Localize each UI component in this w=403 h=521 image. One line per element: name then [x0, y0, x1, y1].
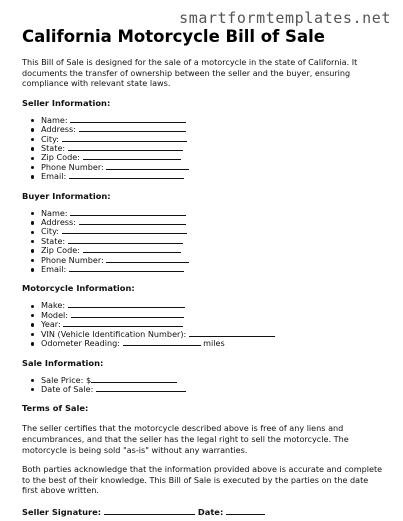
buyer-phone-label: Phone Number:	[41, 254, 104, 265]
seller-state-blank[interactable]	[68, 149, 183, 151]
seller-zip-blank[interactable]	[83, 158, 181, 160]
buyer-zip-label: Zip Code:	[41, 245, 80, 256]
terms-heading: Terms of Sale:	[22, 403, 89, 414]
seller-email-blank[interactable]	[69, 177, 184, 179]
sale-fields-list	[22, 376, 384, 395]
seller-heading: Seller Information:	[22, 97, 111, 108]
buyer-city-blank[interactable]	[62, 232, 187, 234]
seller-phone-blank[interactable]	[106, 168, 189, 170]
seller-city-blank[interactable]	[62, 140, 187, 142]
motorcycle-odometer-blank[interactable]	[123, 344, 201, 346]
bill-of-sale-document	[22, 26, 384, 517]
seller-email-label: Email:	[41, 171, 67, 182]
seller-signature-label: Seller Signature:	[22, 506, 102, 517]
seller-phone-item	[31, 163, 384, 172]
seller-email-item	[31, 172, 384, 181]
seller-phone-label: Phone Number:	[41, 161, 104, 172]
buyer-email-blank[interactable]	[69, 270, 184, 272]
motorcycle-heading: Motorcycle Information:	[22, 283, 135, 294]
seller-address-label: Address:	[41, 124, 76, 135]
seller-state-label: State:	[41, 143, 66, 153]
signature-date-blank[interactable]	[226, 513, 265, 515]
sale-price-blank[interactable]	[91, 381, 177, 383]
motorcycle-year-label: Year:	[41, 319, 61, 330]
terms-paragraph-1: The seller certifies that the motorcycle described above is free of any liens and encumbrances, and that the seller has the legal right to sell the motorcycle. The motorcycle is being sold "as-is" without any warranties.	[22, 423, 349, 455]
seller-address-item	[31, 125, 384, 134]
buyer-state-blank[interactable]	[68, 242, 183, 244]
sale-heading: Sale Information:	[22, 357, 104, 368]
buyer-address-item	[31, 218, 384, 227]
motorcycle-model-label: Model:	[41, 309, 69, 320]
buyer-fields-list	[22, 209, 384, 275]
buyer-zip-blank[interactable]	[83, 251, 181, 253]
motorcycle-vin-blank[interactable]	[189, 335, 275, 337]
motorcycle-model-blank[interactable]	[71, 316, 184, 318]
terms-paragraph-2: Both parties acknowledge that the information provided above is accurate and complete to the best of their knowledge. This Bill of Sale is executed by the parties on the date first above written.	[22, 464, 383, 496]
buyer-address-blank[interactable]	[79, 223, 186, 225]
buyer-email-label: Email:	[41, 264, 67, 275]
buyer-city-label: City:	[41, 226, 60, 237]
signature-date-label: Date:	[197, 506, 224, 517]
motorcycle-model-item	[31, 311, 384, 320]
buyer-address-label: Address:	[41, 217, 76, 228]
seller-city-label: City:	[41, 133, 60, 144]
motorcycle-make-blank[interactable]	[68, 306, 185, 308]
sale-date-label: Date of Sale:	[41, 383, 94, 394]
seller-state-item	[31, 144, 384, 153]
buyer-state-label: State:	[41, 235, 66, 246]
seller-name-item	[31, 116, 384, 125]
site-watermark: smartformtemplates.net	[179, 9, 391, 27]
odometer-unit: miles	[203, 338, 225, 349]
sale-date-item	[31, 385, 384, 394]
signature-line	[22, 507, 384, 517]
motorcycle-odometer-label: Odometer Reading:	[41, 338, 120, 349]
seller-city-item	[31, 135, 384, 144]
buyer-name-blank[interactable]	[70, 214, 186, 216]
sale-price-label: Sale Price: $	[41, 374, 92, 385]
buyer-city-item	[31, 227, 384, 236]
buyer-name-item	[31, 209, 384, 218]
seller-address-blank[interactable]	[79, 130, 186, 132]
buyer-heading: Buyer Information:	[22, 190, 111, 201]
page-title: California Motorcycle Bill of Sale	[22, 27, 325, 46]
buyer-name-label: Name:	[41, 207, 68, 218]
motorcycle-fields-list	[22, 301, 384, 348]
buyer-state-item	[31, 237, 384, 246]
seller-name-blank[interactable]	[70, 121, 186, 123]
seller-name-label: Name:	[41, 114, 68, 125]
intro-paragraph: This Bill of Sale is designed for the sale of a motorcycle in the state of California. It documents the transfer of ownership between the seller and the buyer, ensuring compliance with relevant state laws.	[22, 57, 358, 89]
motorcycle-year-blank[interactable]	[63, 325, 183, 327]
motorcycle-make-item	[31, 301, 384, 310]
sale-date-blank[interactable]	[96, 390, 186, 392]
seller-fields-list	[22, 116, 384, 182]
seller-zip-label: Zip Code:	[41, 152, 80, 163]
motorcycle-odometer-item	[31, 339, 384, 348]
motorcycle-make-label: Make:	[41, 300, 66, 311]
buyer-email-item	[31, 265, 384, 274]
seller-signature-blank[interactable]	[104, 513, 195, 515]
buyer-phone-item	[31, 256, 384, 265]
motorcycle-vin-label: VIN (Vehicle Identification Number):	[41, 328, 187, 339]
buyer-phone-blank[interactable]	[106, 261, 189, 263]
